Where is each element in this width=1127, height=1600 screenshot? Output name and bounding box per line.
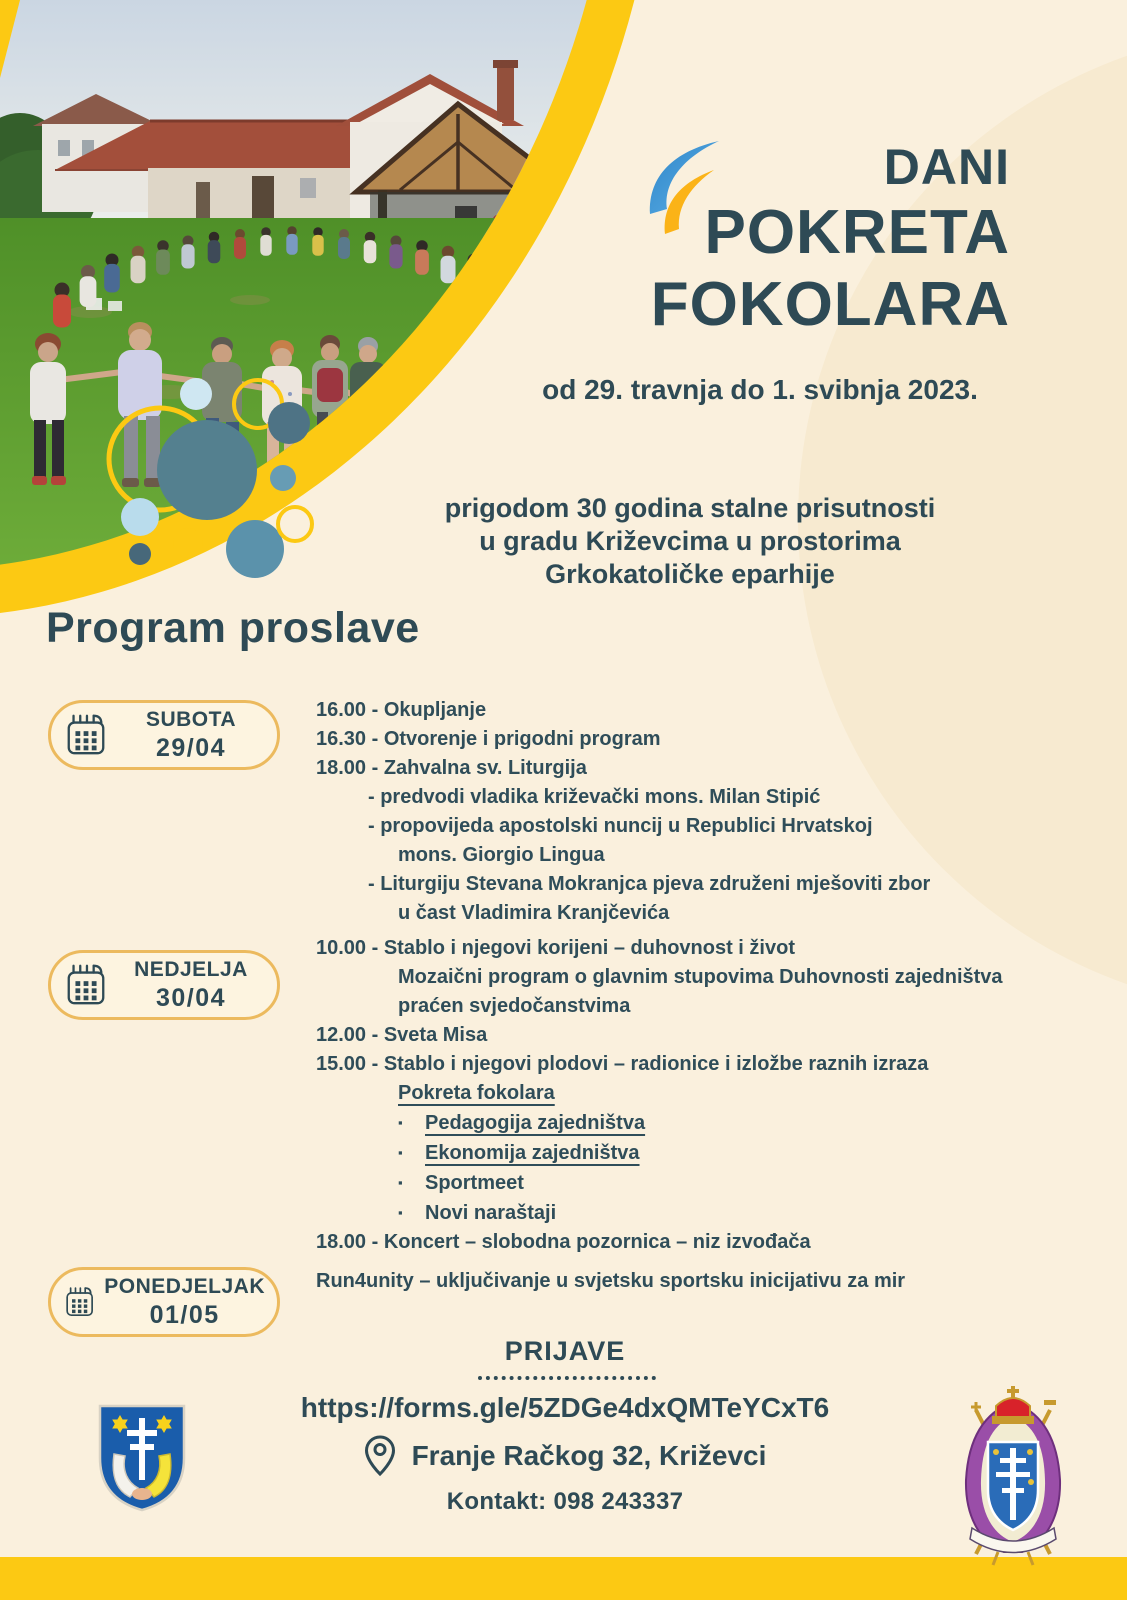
- program-line: 18.00 - Koncert – slobodna pozornica – niz izvođača: [316, 1231, 811, 1253]
- program-line: u čast Vladimira Kranjčevića: [398, 902, 670, 924]
- day-program-lines: [316, 934, 1003, 1257]
- bullet-marker: ▪: [398, 1145, 403, 1160]
- program-line: Run4unity – uključivanje u svjetsku sportsku inicijativu za mir: [316, 1270, 906, 1292]
- registration-heading: PRIJAVE: [504, 1336, 626, 1366]
- program-days: [48, 696, 1118, 1337]
- subtitle-line: prigodom 30 godina stalne prisutnosti: [444, 493, 936, 523]
- location-pin-icon: [364, 1434, 396, 1478]
- contact-phone: Kontakt: 098 243337: [446, 1488, 684, 1515]
- event-address: Franje Račkog 32, Križevci: [411, 1440, 767, 1471]
- day-name: PONEDJELJAK: [104, 1274, 265, 1298]
- program-line: - Liturgiju Stevana Mokranjca pjeva združeni mješoviti zbor: [368, 873, 931, 895]
- day-date: 30/04: [155, 983, 227, 1012]
- title-line-fokolara: FOKOLARA: [650, 270, 1010, 339]
- program-line: 16.00 - Okupljanje: [316, 699, 487, 721]
- program-line: 15.00 - Stablo i njegovi plodovi – radionice i izložbe raznih izraza: [316, 1053, 929, 1075]
- calendar-icon: [63, 711, 109, 759]
- program-line: 10.00 - Stablo i njegovi korijeni – duhovnost i život: [316, 937, 795, 959]
- program-line: - predvodi vladika križevački mons. Milan Stipić: [368, 786, 821, 808]
- program-line: ▪ Ekonomija zajedništva: [316, 1138, 1003, 1168]
- day-row: [48, 1267, 1118, 1337]
- day-date: 01/05: [149, 1300, 220, 1329]
- program-heading: Program proslave: [46, 604, 420, 652]
- day-program-lines: [316, 1267, 905, 1296]
- program-line: ▪ Novi naraštaji: [316, 1198, 1003, 1228]
- program-line: praćen svjedočanstvima: [398, 995, 631, 1017]
- day-row: [48, 934, 1118, 1257]
- subtitle-line: Grkokatoličke eparhije: [545, 559, 835, 589]
- program-line: 18.00 - Zahvalna sv. Liturgija: [316, 757, 587, 779]
- program-line: mons. Giorgio Lingua: [398, 844, 605, 866]
- day-date: 29/04: [155, 733, 227, 762]
- subtitle-line: u gradu Križevcima u prostorima: [479, 526, 901, 556]
- day-name: NEDJELJA: [134, 957, 248, 981]
- day-badge-text: [104, 1275, 265, 1330]
- event-date-range: od 29. travnja do 1. svibnja 2023.: [542, 374, 978, 405]
- title-line-pokreta: POKRETA: [704, 198, 1010, 267]
- bullet-marker: ▪: [398, 1115, 403, 1130]
- bullet-marker: ▪: [398, 1175, 403, 1190]
- day-badge: [48, 1267, 280, 1337]
- bullet-marker: ▪: [398, 1205, 403, 1220]
- calendar-icon: [63, 961, 109, 1009]
- eparchy-coat-of-arms: [938, 1382, 1088, 1572]
- day-name: SUBOTA: [145, 707, 237, 731]
- registration-heading-underline: [478, 1376, 656, 1380]
- program-line: ▪ Sportmeet: [316, 1168, 1003, 1198]
- registration-url: https://forms.gle/5ZDGe4dxQMTeYCxT6: [300, 1392, 830, 1423]
- program-line: 12.00 - Sveta Misa: [316, 1024, 488, 1046]
- day-row: [48, 696, 1118, 928]
- program-line: 16.30 - Otvorenje i prigodni program: [316, 728, 661, 750]
- day-badge-text: [117, 708, 265, 763]
- program-line: - propovijeda apostolski nuncij u Republici Hrvatskoj: [368, 815, 873, 837]
- poster-title: [650, 139, 1010, 339]
- calendar-icon: [63, 1278, 96, 1326]
- program-line: ▪ Pedagogija zajedništva: [316, 1108, 1003, 1138]
- day-badge: [48, 700, 280, 770]
- address-row: [60, 1434, 1070, 1478]
- krizevci-coat-of-arms: [92, 1398, 192, 1513]
- day-badge-text: [117, 958, 265, 1013]
- day-badge: [48, 950, 280, 1020]
- program-line: Mozaični program o glavnim stupovima Duhovnosti zajedništva: [398, 966, 1003, 988]
- program-line: Pokreta fokolara: [398, 1082, 555, 1104]
- day-program-lines: [316, 696, 930, 928]
- event-subtitle: [250, 492, 1127, 591]
- title-line-dani: DANI: [883, 139, 1010, 195]
